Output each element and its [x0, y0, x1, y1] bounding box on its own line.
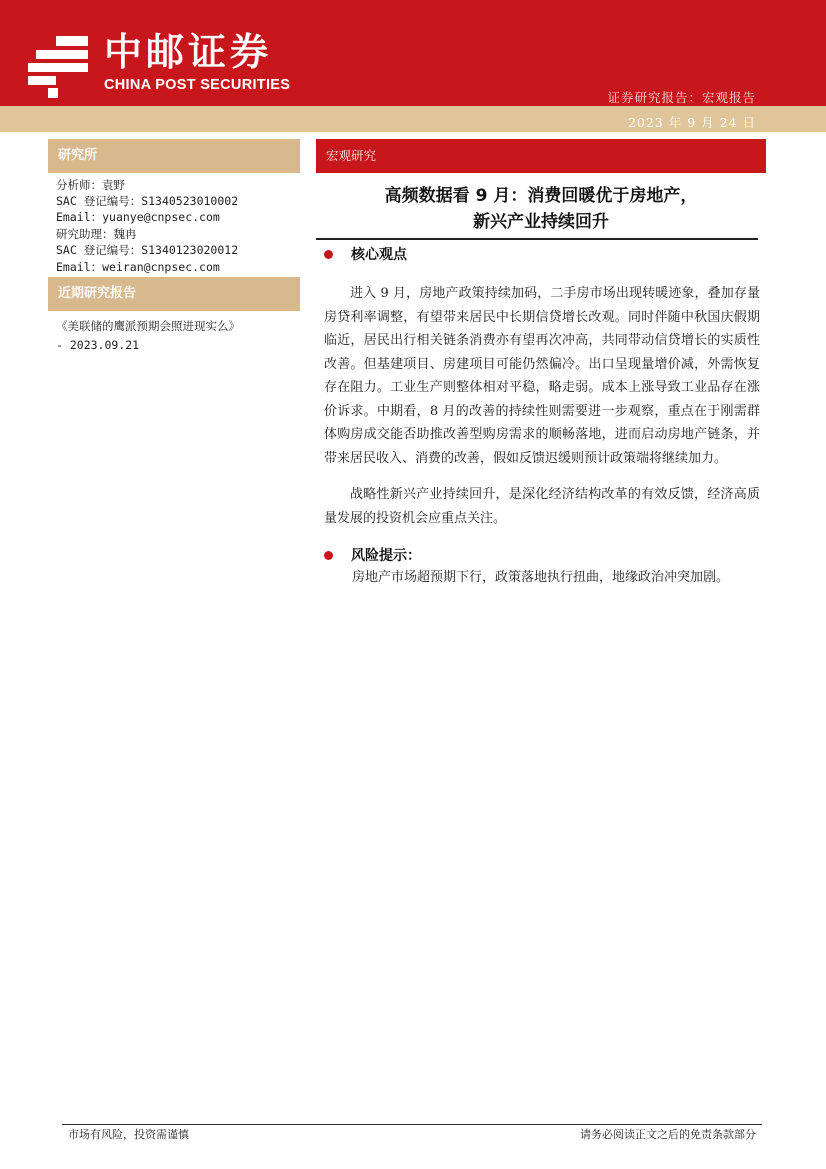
analyst-name: 分析师：袁野: [56, 178, 125, 192]
footer-disclaimer-note: 请务必阅读正文之后的免责条款部分: [580, 1128, 756, 1141]
recent-report-link[interactable]: 《美联储的鹰派预期会照进现实么》: [56, 319, 240, 333]
report-title: [316, 183, 766, 235]
title-line-1: 高频数据看 9 月：消费回暖优于房地产，: [384, 186, 698, 206]
analyst-sac: SAC 登记编号：S1340523010002: [56, 194, 239, 208]
recent-report-date: - 2023.09.21: [56, 338, 140, 352]
risk-text: 房地产市场超预期下行，政策落地执行扭曲，地缘政治冲突加剧。: [352, 570, 730, 585]
core-view-heading: [324, 244, 407, 264]
report-type: 证券研究报告：宏观报告: [607, 90, 756, 105]
core-view-label: 核心观点: [351, 247, 407, 263]
bullet-dot-icon: [324, 250, 333, 259]
risk-label: 风险提示：: [351, 548, 421, 564]
title-divider: [316, 238, 758, 240]
analyst-email[interactable]: Email：yuanye@cnpsec.com: [56, 210, 220, 224]
footer-risk-note: 市场有风险，投资需谨慎: [68, 1128, 189, 1141]
assistant-name: 研究助理：魏冉: [56, 227, 137, 241]
report-date: 2023 年 9 月 24 日: [627, 115, 756, 130]
brand-name-cn: 中邮证券: [104, 30, 273, 74]
title-line-2: 新兴产业持续回升: [473, 212, 609, 232]
core-paragraph-2: 战略性新兴产业持续回升，是深化经济结构改革的有效反馈，经济高质量发展的投资机会应重点关注。: [324, 487, 760, 526]
section-label: 宏观研究: [316, 139, 766, 173]
brand-name-en: CHINA POST SECURITIES: [104, 77, 291, 93]
assistant-sac: SAC 登记编号：S1340123020012: [56, 243, 239, 257]
bullet-dot-icon: [324, 551, 333, 560]
recent-reports-heading: 近期研究报告: [48, 277, 300, 311]
china-post-logo-icon: [26, 34, 92, 100]
footer-divider: [62, 1124, 762, 1125]
header-banner: [0, 0, 826, 106]
core-paragraph-1: 进入 9 月，房地产政策持续加码，二手房市场出现转暖迹象，叠加存量房贷利率调整，有望带来居民中长期信贷增长改观。同时伴随中秋国庆假期临近，居民出行相关链条消费亦有望再次冲高，共同带动信贷增长的实质性改善。但基建项目、房建项目可能仍然偏冷。出口呈现量增价减，外需恢复存在阻力。工业生产则整体相对平稳，略走弱。成本上涨导致工业品存在涨价诉求。中期看，8 月的改善的持续性则需要进一步观察，重点在于刚需群体购房成交能否助推改善型购房需求的顺畅落地，进而启动房地产链条，并带来居民收入、消费的改善，假如反馈迟缓则预计政策端将继续加力。: [324, 286, 760, 466]
risk-heading: [324, 545, 421, 565]
institute-heading: 研究所: [48, 139, 300, 173]
assistant-email[interactable]: Email：weiran@cnpsec.com: [56, 260, 220, 274]
